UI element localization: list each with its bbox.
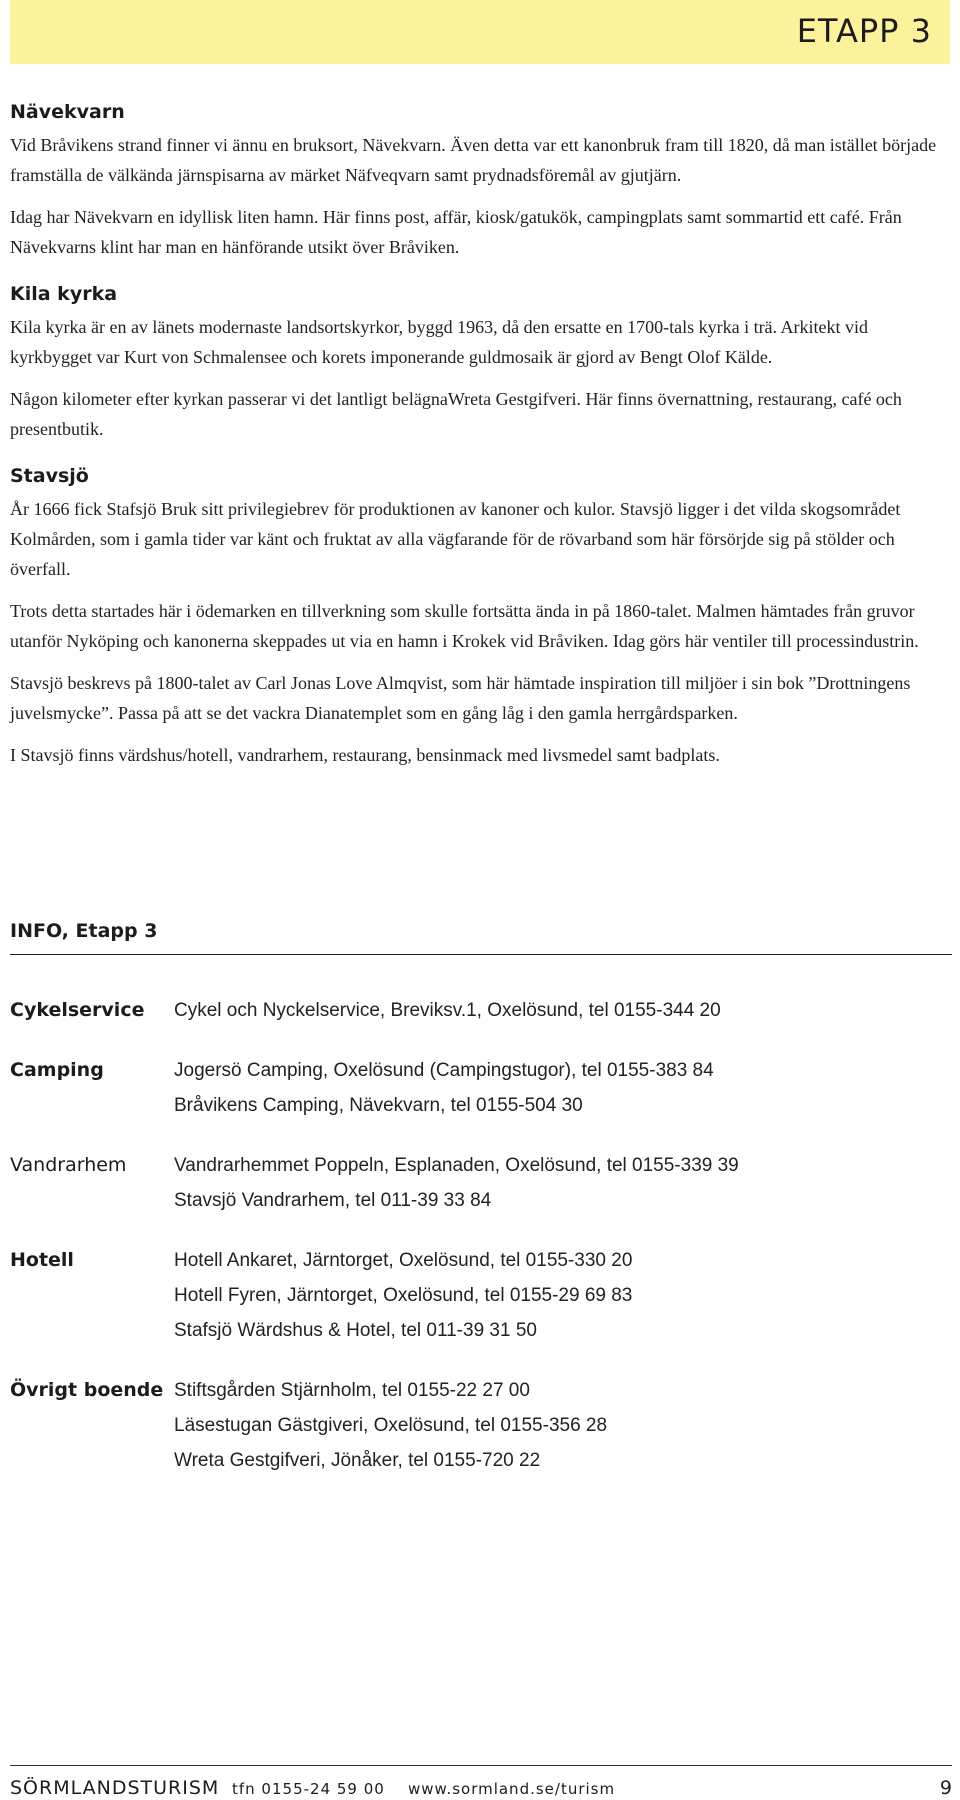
info-line: Stavsjö Vandrarhem, tel 011-39 33 84 [174,1190,492,1211]
info-section [10,920,952,1503]
info-label: Övrigt boende [10,1379,164,1401]
paragraph: Trots detta startades här i ödemarken en tillverkning som skulle fortsätta ända in på 1860-talet. Malmen hämtades från gruvor utanför Nyköping och kanonerna skeppades ut via en hamn i Krokek vid Bråviken. Idag görs här ventiler till processindustrin. [10,601,919,651]
info-line: Hotell Fyren, Järntorget, Oxelösund, tel 0155-29 69 83 [174,1285,633,1306]
info-row-ovrigt-boende [10,1373,952,1478]
page-number: 9 [939,1777,952,1799]
section-heading: Nävekvarn [10,101,125,123]
info-line: Cykel och Nyckelservice, Breviksv.1, Oxelösund, tel 0155-344 20 [174,1000,721,1021]
info-lines [174,993,952,1028]
footer-divider [10,1765,952,1766]
info-line: Vandrarhemmet Poppeln, Esplanaden, Oxelösund, tel 0155-339 39 [174,1155,739,1176]
info-label: Vandrarhem [10,1154,127,1176]
info-line: Hotell Ankaret, Järntorget, Oxelösund, tel 0155-330 20 [174,1250,633,1271]
paragraph: År 1666 fick Stafsjö Bruk sitt privilegiebrev för produktionen av kanoner och kulor. Stavsjö ligger i det vilda skogsområdet Kolmården, som i gamla tider var känt och fruktat av alla vägfarande för de rövarband som här försörjde sig på stölder och överfall. [10,499,901,579]
info-label: Cykelservice [10,999,145,1021]
info-line: Läsestugan Gästgiveri, Oxelösund, tel 0155-356 28 [174,1415,608,1436]
info-row-cykelservice [10,993,952,1028]
paragraph: Idag har Nävekvarn en idyllisk liten hamn. Här finns post, affär, kiosk/gatukök, campingplats samt sommartid ett café. Från Nävekvarns klint har man en hänförande utsikt över Bråviken. [10,207,902,257]
info-table [10,993,952,1478]
info-label: Hotell [10,1249,74,1271]
info-lines [174,1053,952,1123]
page-footer [10,1777,952,1799]
info-line: Stiftsgården Stjärnholm, tel 0155-22 27 00 [174,1380,530,1401]
info-lines [174,1243,952,1348]
info-line: Stafsjö Wärdshus & Hotel, tel 011-39 31 50 [174,1320,537,1341]
footer-phone: tfn 0155-24 59 00 [232,1780,385,1798]
page-title: ETAPP 3 [796,12,932,50]
info-lines [174,1148,952,1218]
info-row-hotell [10,1243,952,1348]
paragraph: Stavsjö beskrevs på 1800-talet av Carl Jonas Love Almqvist, som här hämtade inspiration till miljöer i sin bok ”Drottningens juvelsmycke”. Passa på att se det vackra Dianatemplet som en gång låg i den gamla herrgårdsparken. [10,673,911,723]
info-line: Jogersö Camping, Oxelösund (Campingstugor), tel 0155-383 84 [174,1060,714,1081]
info-row-vandrarhem [10,1148,952,1218]
paragraph: Vid Bråvikens strand finner vi ännu en bruksort, Nävekvarn. Även detta var ett kanonbruk fram till 1820, då man istället började framställa de välkända järnspisarna av märket Näfveqvarn samt prydnadsföremål av gjutjärn. [10,135,937,185]
info-row-camping [10,1053,952,1123]
footer-brand: SÖRMLANDSTURISM [10,1777,220,1799]
info-title: INFO, Etapp 3 [10,920,952,955]
footer-url: www.sormland.se/turism [408,1780,616,1798]
section-navekvarn [10,100,940,262]
paragraph: Kila kyrka är en av länets modernaste landsortskyrkor, byggd 1963, då den ersatte en 1700-tals kyrka i trä. Arkitekt vid kyrkbygget var Kurt von Schmalensee och korets imponerande guldmosaik är gjord av Bengt Olof Kälde. [10,317,869,367]
paragraph: Någon kilometer efter kyrkan passerar vi det lantligt belägnaWreta Gestgifveri. Här finns övernattning, restaurang, café och presentbutik. [10,389,902,439]
header-banner [10,0,950,64]
section-heading: Stavsjö [10,465,89,487]
info-label: Camping [10,1059,104,1081]
article-body [10,100,940,790]
section-kila-kyrka [10,282,940,444]
info-line: Bråvikens Camping, Nävekvarn, tel 0155-504 30 [174,1095,583,1116]
info-lines [174,1373,952,1478]
section-heading: Kila kyrka [10,283,118,305]
info-line: Wreta Gestgifveri, Jönåker, tel 0155-720 22 [174,1450,541,1471]
paragraph: I Stavsjö finns värdshus/hotell, vandrarhem, restaurang, bensinmack med livsmedel samt badplats. [10,745,720,765]
section-stavsjo [10,464,940,770]
